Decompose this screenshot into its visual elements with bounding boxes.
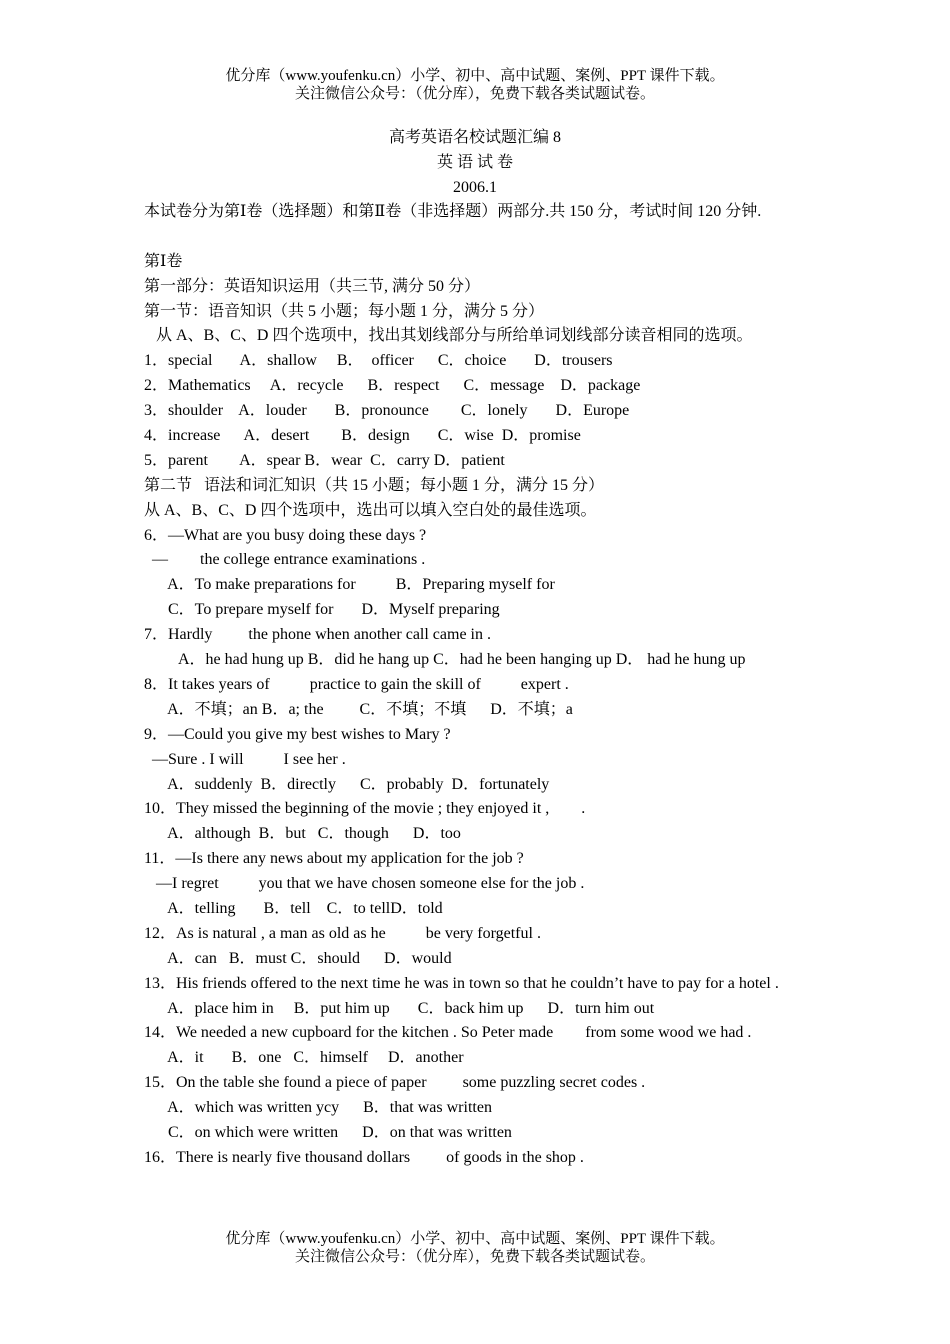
question-15-options-ab: A．which was written ycy B．that was written xyxy=(144,1099,492,1117)
document-title: 高考英语名校试题汇编 8 xyxy=(388,129,561,146)
question-11-stem: 11．—Is there any news about my application for the job ? xyxy=(144,850,524,868)
part-heading: 第一部分：英语知识运用（共三节, 满分 50 分） xyxy=(144,277,481,295)
question-6-reply: — the college entrance examinations . xyxy=(144,551,426,569)
footer-line-1: 优分库（www.youfenku.cn）小学、初中、高中试题、案例、PPT 课件下载。 xyxy=(225,1231,725,1247)
question-16-stem: 16．There is nearly five thousand dollars of goods in the shop . xyxy=(144,1148,584,1166)
question-12-options: A．can B．must C．should D．would xyxy=(144,949,452,967)
phonetics-item-3: 3．shoulder A．louder B．pronounce C．lonely D．Europe xyxy=(144,402,630,420)
question-8-options: A．不填；an B．a; the C．不填；不填 D．不填；a xyxy=(144,700,573,718)
phonetics-item-5: 5．parent A．spear B．wear C．carry D．patient xyxy=(144,451,505,469)
section-heading-1: 第一节：语音知识（共 5 小题；每小题 1 分，满分 5 分） xyxy=(144,302,545,320)
question-6-stem: 6．—What are you busy doing these days ? xyxy=(144,526,427,544)
question-15-stem: 15．On the table she found a piece of paper some puzzling secret codes . xyxy=(144,1074,646,1092)
question-9-reply: —Sure . I will I see her . xyxy=(144,750,346,768)
page-footer xyxy=(0,1230,950,1266)
question-11-reply: —I regret you that we have chosen someone else for the job . xyxy=(144,875,585,893)
intro-text: 本试卷分为第Ⅰ卷（选择题）和第Ⅱ卷（非选择题）两部分.共 150 分，考试时间 120 分钟. xyxy=(144,203,762,220)
document-date: 2006.1 xyxy=(453,179,497,196)
section-heading-2: 第二节 语法和词汇知识（共 15 小题；每小题 1 分，满分 15 分） xyxy=(144,476,605,494)
question-11-options: A．telling B．tell C．to tellD．told xyxy=(144,899,443,917)
phonetics-item-1: 1．special A．shallow B． officer C．choice D．trousers xyxy=(144,352,613,370)
question-6-options-ab: A．To make preparations for B．Preparing myself for xyxy=(144,576,555,594)
question-7-options: A．he had hung up B．did he hang up C．had he been hanging up D． had he hung up xyxy=(178,651,746,669)
question-15-options-cd: C．on which were written D．on that was written xyxy=(144,1123,512,1141)
document-body xyxy=(144,200,808,1171)
footer-line-2: 关注微信公众号：（优分库），免费下载各类试题试卷。 xyxy=(294,1249,655,1265)
question-8-stem: 8．It takes years of practice to gain the skill of expert . xyxy=(144,675,569,693)
volume-heading: 第Ⅰ卷 xyxy=(144,252,183,270)
document-subtitle: 英 语 试 卷 xyxy=(436,154,513,171)
question-7-stem: 7．Hardly the phone when another call came in . xyxy=(144,626,492,644)
question-13-stem: 13．His friends offered to the next time he was in town so that he couldn’t have to pay for a hotel . xyxy=(144,974,779,992)
question-10-options: A．although B．but C．though D．too xyxy=(144,825,461,843)
question-9-stem: 9．—Could you give my best wishes to Mary ? xyxy=(144,725,451,743)
question-9-options: A．suddenly B．directly C．probably D．fortunately xyxy=(144,775,550,793)
question-10-stem: 10．They missed the beginning of the movie ; they enjoyed it , . xyxy=(144,800,586,818)
spacer xyxy=(144,225,808,250)
question-13-options: A．place him in B．put him up C．back him up D．turn him out xyxy=(144,999,655,1017)
title-block xyxy=(0,125,950,200)
question-6-options-cd: C．To prepare myself for D．Myself preparing xyxy=(144,601,500,619)
section-instruction-2: 从 A、B、C、D 四个选项中，选出可以填入空白处的最佳选项。 xyxy=(144,501,597,519)
phonetics-item-4: 4．increase A．desert B．design C．wise D．promise xyxy=(144,427,581,445)
header-line-2: 关注微信公众号：（优分库），免费下载各类试题试卷。 xyxy=(294,86,655,102)
question-12-stem: 12．As is natural , a man as old as he be very forgetful . xyxy=(144,924,541,942)
section-instruction-1: 从 A、B、C、D 四个选项中，找出其划线部分与所给单词划线部分读音相同的选项。 xyxy=(144,327,753,345)
question-14-stem: 14．We needed a new cupboard for the kitchen . So Peter made from some wood we had . xyxy=(144,1024,752,1042)
header-line-1: 优分库（www.youfenku.cn）小学、初中、高中试题、案例、PPT 课件下载。 xyxy=(225,68,725,84)
phonetics-item-2: 2．Mathematics A．recycle B．respect C．message D．package xyxy=(144,377,641,395)
page-header xyxy=(0,67,950,103)
question-14-options: A．it B．one C．himself D．another xyxy=(144,1049,464,1067)
